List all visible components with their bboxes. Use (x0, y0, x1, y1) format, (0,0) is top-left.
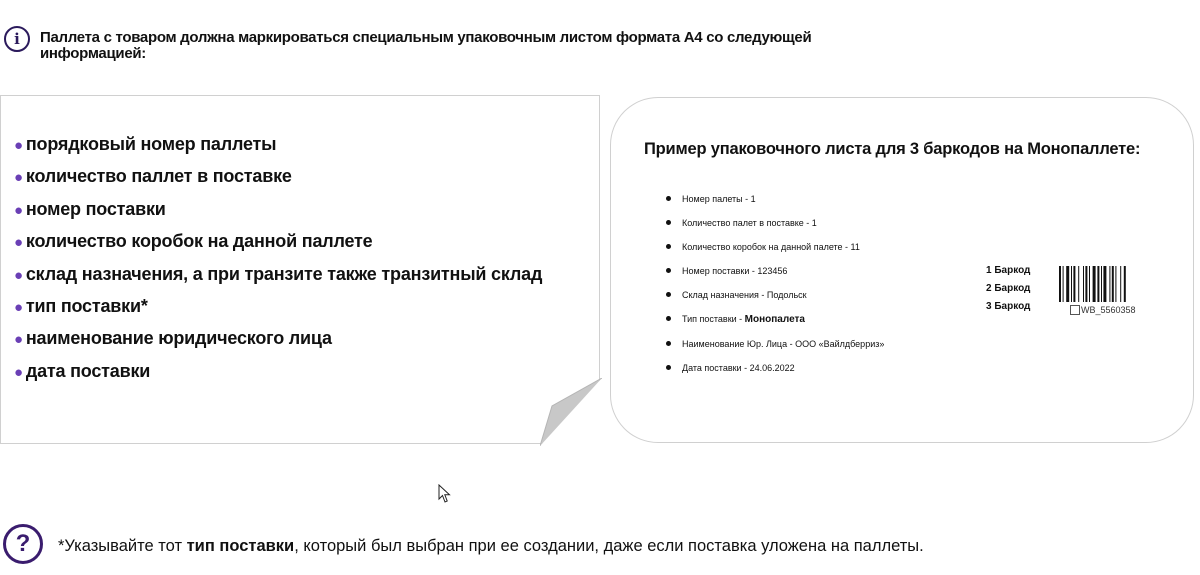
bullet-icon (666, 196, 671, 201)
requirement-text: количество паллет в поставке (25, 166, 292, 187)
requirement-item (14, 198, 542, 230)
bullet-icon: ● (14, 266, 23, 284)
bullet-icon (666, 220, 671, 225)
barcode-bar (1071, 266, 1072, 302)
packing-sheet-line (666, 361, 884, 385)
footnote-suffix: , который был выбран при ее создании, даже если поставка уложена на паллеты. (294, 537, 924, 555)
barcode-bar (1063, 266, 1064, 302)
packing-sheet-line-text: Склад назначения - Подольск (682, 290, 807, 301)
bullet-icon (666, 292, 671, 297)
barcode-bar (1103, 266, 1106, 302)
packing-sheet-line-value: Монопалета (744, 314, 805, 326)
requirement-text: склад назначения, а при транзите также транзитный склад (25, 263, 543, 284)
bullet-icon: ● (14, 169, 23, 187)
packing-sheet-line (666, 240, 884, 264)
bullet-icon: ● (14, 331, 23, 349)
packing-sheet-line (666, 337, 884, 361)
requirement-item (14, 263, 542, 295)
barcode-bar (1115, 266, 1116, 302)
checkbox-icon (1070, 305, 1080, 315)
barcode-bar (1059, 266, 1061, 302)
requirement-item (14, 133, 542, 165)
packing-sheet-line (666, 192, 884, 216)
footnote-prefix: *Указывайте тот (58, 537, 187, 555)
packing-sheet-line-text: Номер палеты - 1 (682, 194, 756, 204)
requirement-text: дата поставки (25, 360, 151, 381)
barcode-bar (1089, 266, 1090, 302)
mouse-cursor-icon (438, 484, 452, 504)
packing-sheet-line-text: Количество коробок на данной палете - 11 (682, 242, 860, 253)
barcode-bar (1066, 266, 1069, 302)
footnote-bold: тип поставки (186, 537, 295, 555)
requirement-text: номер поставки (25, 198, 166, 219)
bullet-icon (666, 268, 671, 273)
packing-sheet-line (666, 216, 884, 240)
requirement-item (14, 230, 542, 262)
barcode-image (1059, 266, 1145, 302)
bullet-icon: ● (14, 234, 23, 252)
barcode-bar (1083, 266, 1084, 302)
packing-sheet-list (666, 192, 884, 385)
question-icon: ? (3, 524, 43, 564)
bullet-icon: ● (14, 298, 23, 316)
packing-sheet-line-text: Наименование Юр. Лица - ООО «Вайлдберриз» (682, 338, 885, 349)
packing-sheet-line-text: Тип поставки - (682, 314, 745, 325)
barcode-bar (1101, 266, 1102, 302)
barcode-bar (1112, 266, 1114, 302)
barcode-bar (1078, 266, 1079, 302)
footnote (58, 537, 924, 556)
barcode-bar (1109, 266, 1110, 302)
barcode-bar (1073, 266, 1075, 302)
bullet-icon: ● (14, 363, 23, 381)
requirement-text: порядковый номер паллеты (25, 134, 277, 154)
bullet-icon (666, 341, 671, 346)
requirement-text: наименование юридического лица (25, 328, 332, 349)
barcode-bar (1120, 266, 1121, 302)
barcode-bar (1093, 266, 1096, 302)
packing-sheet-line (666, 312, 884, 336)
requirement-text: тип поставки* (25, 295, 148, 316)
barcode-label: 1 Баркод (986, 265, 1031, 276)
packing-sheet-line-text: Количество палет в поставке - 1 (682, 218, 817, 229)
barcode-label: 3 Баркод (986, 301, 1031, 312)
info-icon: i (4, 26, 30, 52)
requirement-item (14, 165, 542, 197)
barcode-bar (1124, 266, 1126, 302)
example-title: Пример упаковочного листа для 3 баркодов на Монопаллете: (644, 140, 1141, 158)
barcode-bar (1097, 266, 1099, 302)
requirement-item (14, 327, 542, 359)
bullet-icon (666, 365, 671, 370)
requirement-item (14, 295, 542, 327)
requirement-item (14, 360, 542, 392)
barcode-bar (1085, 266, 1087, 302)
requirements-list (14, 133, 542, 392)
info-text: Паллета с товаром должна маркироваться специальным упаковочным листом формата А4 со следующей информацией: (40, 29, 812, 62)
page-curl-decoration (540, 378, 602, 446)
bullet-icon: ● (14, 137, 23, 154)
barcode-labels (986, 264, 1030, 318)
packing-sheet-line (666, 264, 884, 288)
barcode-caption (1070, 305, 1136, 315)
packing-sheet-line-text: Дата поставки - 24.06.2022 (682, 362, 795, 373)
barcode-label: 2 Баркод (986, 283, 1031, 294)
bullet-icon (666, 244, 671, 249)
packing-sheet-line (666, 288, 884, 312)
bullet-icon (666, 316, 671, 321)
bullet-icon: ● (14, 201, 23, 219)
packing-sheet-line-text: Номер поставки - 123456 (682, 266, 788, 277)
requirement-text: количество коробок на данной паллете (25, 231, 373, 252)
barcode-caption-text: WB_5560358 (1081, 305, 1136, 315)
